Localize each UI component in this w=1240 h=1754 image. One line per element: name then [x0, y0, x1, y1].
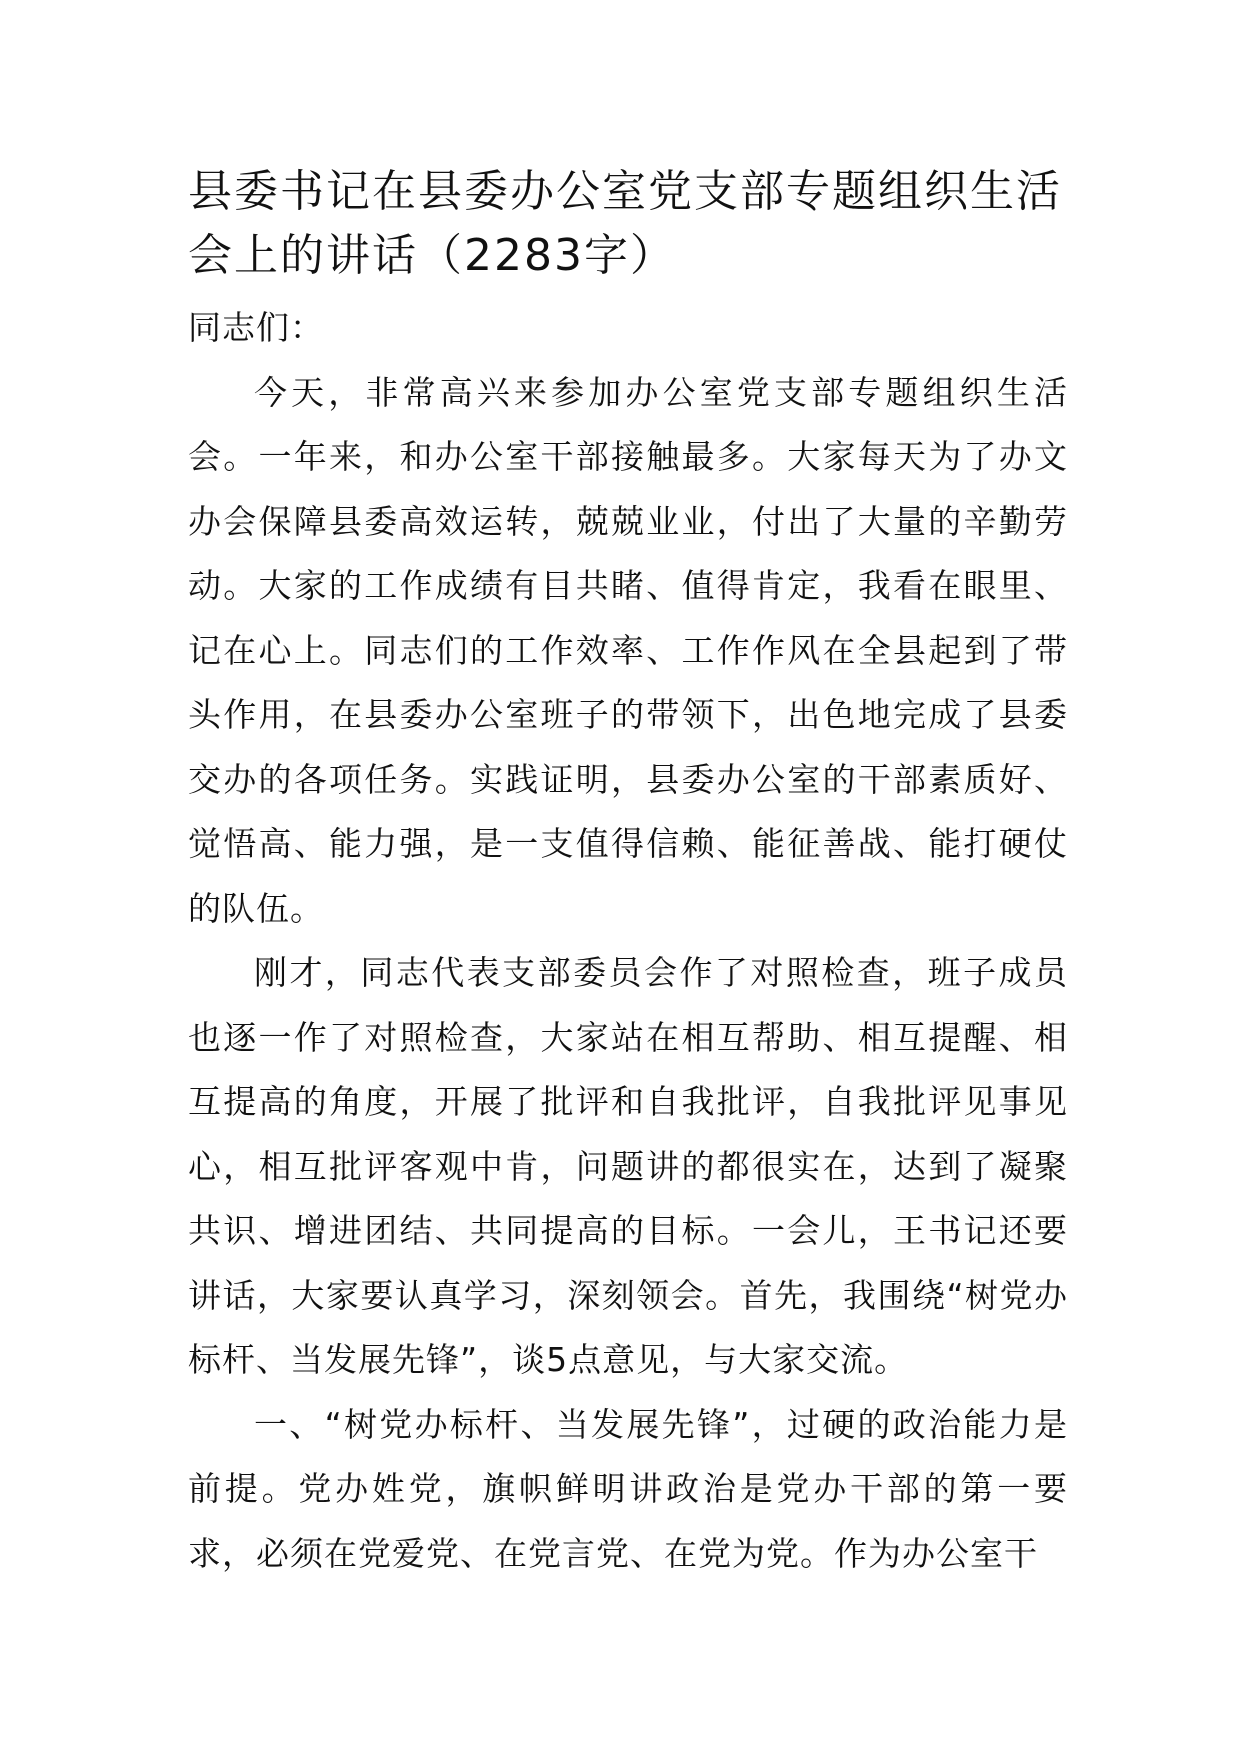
paragraph-1: 今天，非常高兴来参加办公室党支部专题组织生活会。一年来，和办公室干部接触最多。大家每天为了办文办会保障县委高效运转，兢兢业业，付出了大量的辛勤劳动。大家的工作成绩有目共睹、值得肯定，我看在眼里、记在心上。同志们的工作效率、工作作风在全县起到了带头作用，在县委办公室班子的带领下，出色地完成了县委交办的各项任务。实践证明，县委办公室的干部素质好、觉悟高、能力强，是一支值得信赖、能征善战、能打硬仗的队伍。 [188, 372, 1068, 928]
document-title: 县委书记在县委办公室党支部专题组织生活会上的讲话（2283字） [188, 166, 1062, 281]
paragraph-3: 一、“树党办标杆、当发展先锋”，过硬的政治能力是前提。党办姓党，旗帜鲜明讲政治是党办干部的第一要求，必须在党爱党、在党言党、在党为党。作为办公室干 [188, 1404, 1068, 1573]
salutation: 同志们： [188, 308, 324, 347]
document-body [188, 296, 1068, 1586]
paragraph-2: 刚才，同志代表支部委员会作了对照检查，班子成员也逐一作了对照检查，大家站在相互帮助、相互提醒、相互提高的角度，开展了批评和自我批评，自我批评见事见心，相互批评客观中肯，问题讲的都很实在，达到了凝聚共识、增进团结、共同提高的目标。一会儿，王书记还要讲话，大家要认真学习，深刻领会。首先，我围绕“树党办标杆、当发展先锋”，谈5点意见，与大家交流。 [188, 953, 1068, 1379]
